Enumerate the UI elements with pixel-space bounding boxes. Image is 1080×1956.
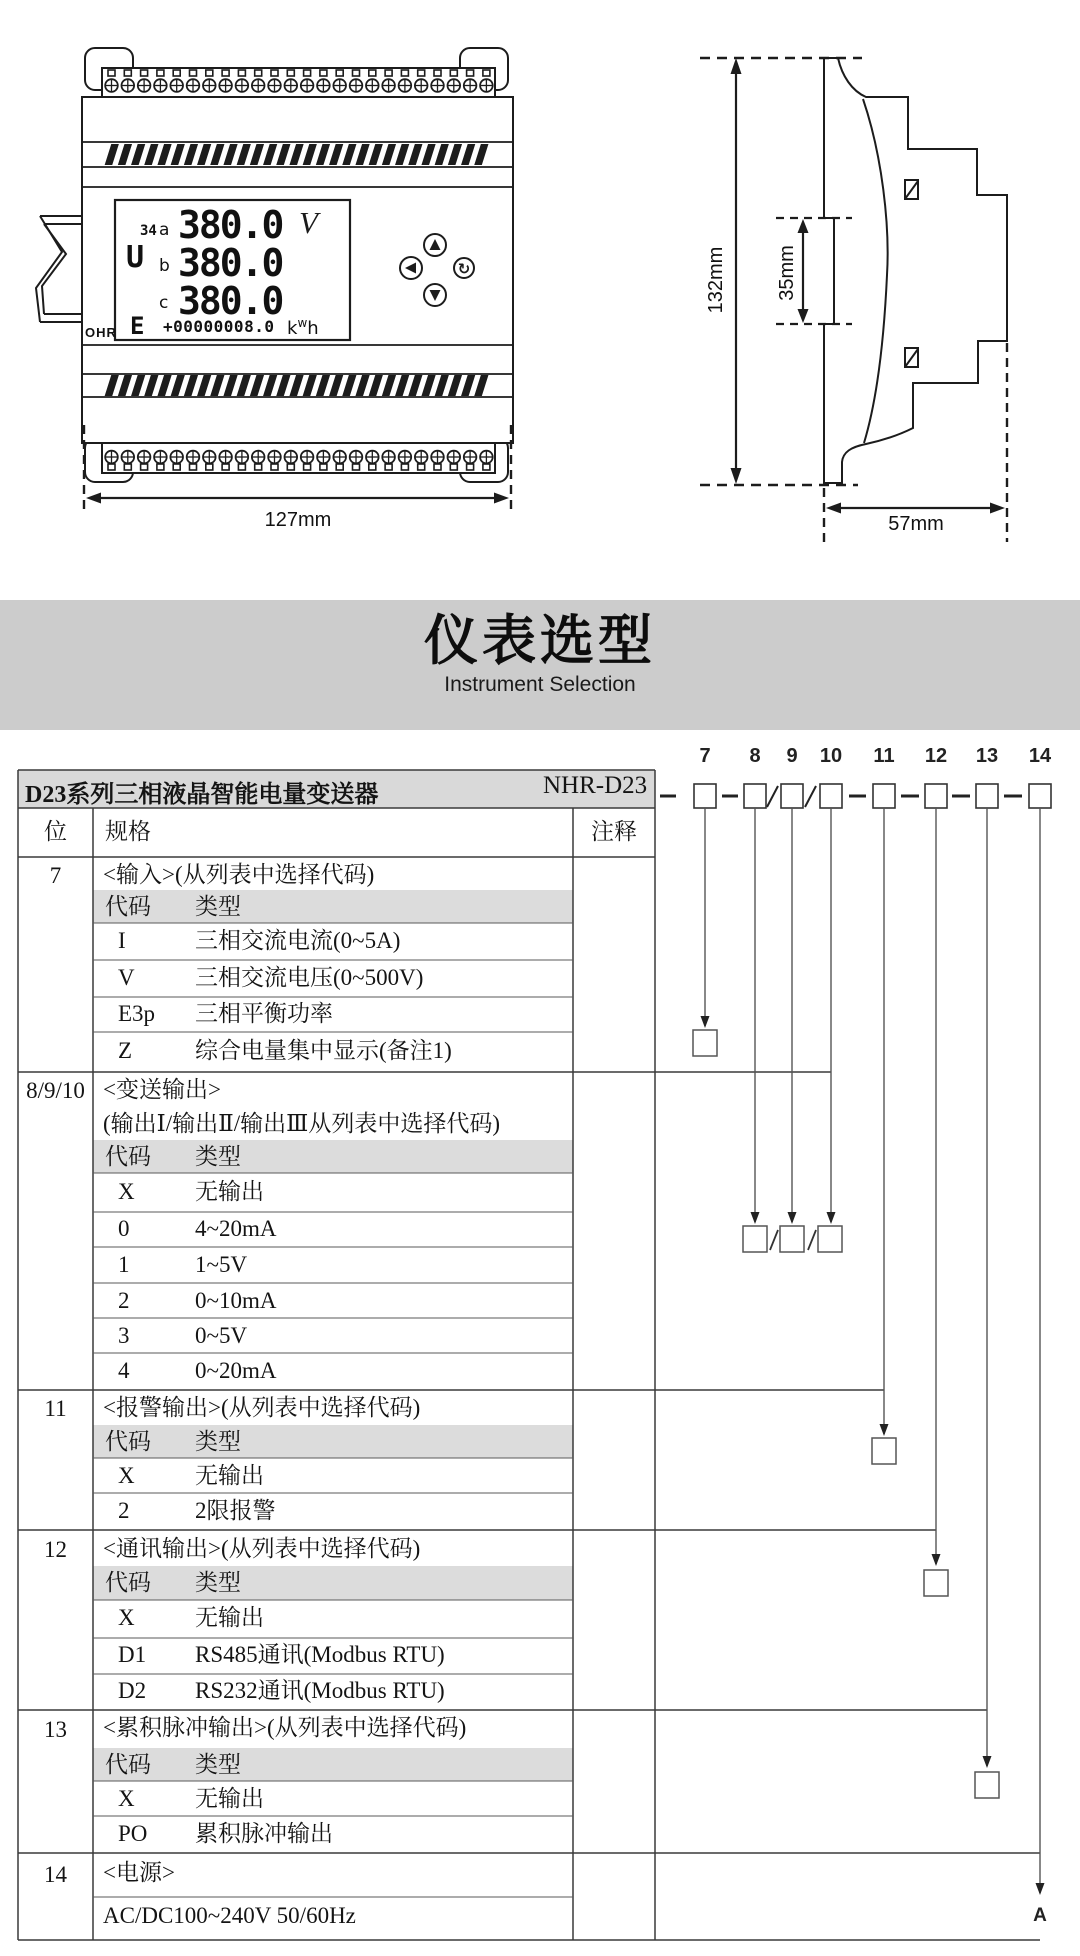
code-cell: 2 <box>118 1288 130 1313</box>
digit-label-11: 11 <box>873 745 895 767</box>
code-cell: 2 <box>118 1498 130 1523</box>
pos-label: 13 <box>44 1717 67 1742</box>
width-dimension-label: 127mm <box>264 509 332 531</box>
section-label: <电源> <box>103 1860 175 1885</box>
pos-label: 7 <box>49 863 62 888</box>
banner-subtitle: Instrument Selection <box>444 673 636 696</box>
code-header: 代码 <box>105 1144 151 1169</box>
order-code-diagram <box>660 784 1051 1895</box>
section-banner <box>0 600 1080 730</box>
section-label: <变送输出> <box>103 1077 221 1102</box>
digit-label-12: 12 <box>924 745 948 767</box>
lcd-value-c: 380.0 <box>178 279 283 323</box>
digit-label-8: 8 <box>749 745 761 767</box>
section-label: <累积脉冲输出>(从列表中选择代码) <box>103 1715 467 1740</box>
type-cell: 无输出 <box>195 1786 264 1811</box>
column-header-note: 注释 <box>591 819 637 844</box>
din-rail-stub <box>36 216 82 322</box>
type-header: 类型 <box>195 1429 241 1454</box>
enter-icon: ↻ <box>457 260 471 278</box>
lcd-energy-unit: $k^wh$ <box>287 316 319 339</box>
type-cell: 0~10mA <box>195 1288 277 1313</box>
power-code-label: A <box>1033 1905 1047 1926</box>
code-cell: X <box>118 1605 135 1630</box>
code-cell: Z <box>118 1038 133 1063</box>
side-profile <box>824 58 1007 483</box>
type-header: 类型 <box>195 1570 241 1595</box>
code-cell: X <box>118 1179 135 1204</box>
banner-title: 仪表选型 <box>424 611 656 671</box>
code-header: 代码 <box>105 894 151 919</box>
side-view-drawing <box>700 58 1007 542</box>
lcd-value-a: 380.0 <box>178 203 283 247</box>
type-cell: 三相交流电压(0~500V) <box>195 965 424 990</box>
lcd-quantity-symbol: U <box>126 240 145 275</box>
digit-label-14: 14 <box>1028 745 1052 767</box>
lcd-unit-volt: V <box>299 205 318 240</box>
pos-label: 11 <box>44 1396 67 1421</box>
code-header: 代码 <box>105 1570 151 1595</box>
digit-label-10: 10 <box>819 745 843 767</box>
section-label: <报警输出>(从列表中选择代码) <box>103 1395 421 1420</box>
type-cell: 0~5V <box>195 1323 248 1348</box>
table-fills <box>18 770 655 1781</box>
code-header: 代码 <box>105 1752 151 1777</box>
lcd-phase-c-label: c <box>159 293 169 313</box>
model-code: NHR-D23 <box>543 772 648 799</box>
code-cell: X <box>118 1463 135 1488</box>
power-spec: AC/DC100~240V 50/60Hz <box>103 1903 356 1928</box>
type-header: 类型 <box>195 1144 241 1169</box>
height-dimension-label: 132mm <box>705 246 727 314</box>
digit-label-7: 7 <box>699 745 711 767</box>
lcd-energy-symbol: E <box>130 312 145 340</box>
table-title: D23系列三相液晶智能电量变送器 <box>25 782 379 808</box>
din-clip-tabs <box>905 180 918 367</box>
lcd-phase-b-label: b <box>159 256 170 276</box>
target-boxes <box>693 1030 999 1798</box>
section-label: <通讯输出>(从列表中选择代码) <box>103 1536 421 1561</box>
code-cell: V <box>118 965 135 990</box>
digit-label-9: 9 <box>786 745 798 767</box>
lcd-phase-indicator: 34 <box>140 223 157 239</box>
code-cell: PO <box>118 1821 148 1846</box>
side-body-curve <box>863 99 888 443</box>
brand-logo: OHR <box>85 325 117 340</box>
code-cell: D2 <box>118 1678 147 1703</box>
type-cell: 0~20mA <box>195 1358 277 1383</box>
type-cell: 三相交流电流(0~5A) <box>195 928 401 953</box>
type-cell: RS232通讯(Modbus RTU) <box>195 1678 445 1703</box>
code-cell: I <box>118 928 126 953</box>
code-header: 代码 <box>105 1429 151 1454</box>
height-dimension <box>731 58 742 484</box>
pos-label: 8/9/10 <box>26 1078 85 1103</box>
type-cell: 综合电量集中显示(备注1) <box>195 1038 452 1063</box>
code-cell: 0 <box>118 1216 130 1241</box>
rail-dimension-label: 35mm <box>776 245 798 301</box>
type-cell: 累积脉冲输出 <box>195 1821 333 1846</box>
type-header: 类型 <box>195 894 241 919</box>
code-cell: 4 <box>118 1358 130 1383</box>
type-cell: 1~5V <box>195 1252 248 1277</box>
pos-label: 12 <box>44 1537 67 1562</box>
section-label: <输入>(从列表中选择代码) <box>103 862 375 887</box>
column-header-pos: 位 <box>44 819 67 844</box>
code-cell: D1 <box>118 1642 147 1667</box>
lcd-energy-value: +00000008.0 <box>163 317 275 336</box>
type-cell: 三相平衡功率 <box>195 1001 333 1026</box>
type-cell: 2限报警 <box>195 1498 276 1523</box>
column-header-spec: 规格 <box>105 819 151 844</box>
lcd-value-b: 380.0 <box>178 241 283 285</box>
type-cell: 无输出 <box>195 1605 264 1630</box>
code-cell: 1 <box>118 1252 130 1277</box>
depth-dimension-label: 57mm <box>888 513 944 535</box>
code-cell: X <box>118 1786 135 1811</box>
type-header: 类型 <box>195 1752 241 1777</box>
type-cell: 无输出 <box>195 1463 264 1488</box>
type-cell: 4~20mA <box>195 1216 277 1241</box>
lcd-phase-a-label: a <box>159 220 170 240</box>
digit-label-13: 13 <box>975 745 999 767</box>
type-cell: 无输出 <box>195 1179 264 1204</box>
pos-label: 14 <box>44 1862 67 1887</box>
section-label-2: (输出Ⅰ/输出Ⅱ/输出Ⅲ从列表中选择代码) <box>103 1111 500 1136</box>
code-cell: 3 <box>118 1323 130 1348</box>
code-boxes <box>694 784 1051 808</box>
type-cell: RS485通讯(Modbus RTU) <box>195 1642 445 1667</box>
code-cell: E3p <box>118 1001 156 1026</box>
